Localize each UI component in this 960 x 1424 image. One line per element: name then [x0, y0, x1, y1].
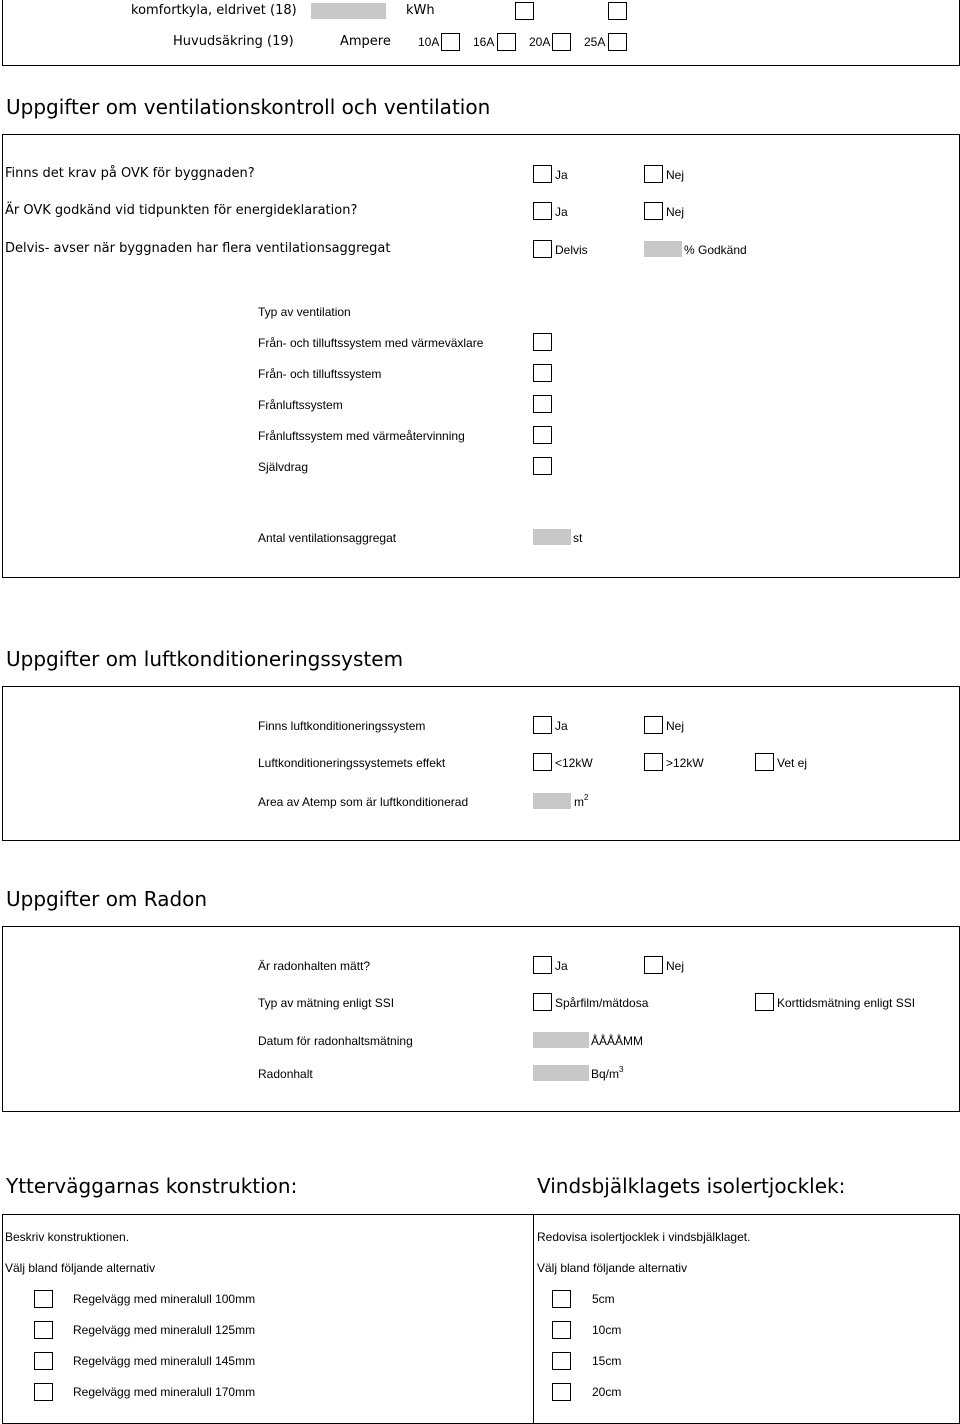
ventilation-heading: Uppgifter om ventilationskontroll och ventilation	[6, 95, 491, 119]
radon-type-film-label: Spårfilm/mätdosa	[555, 996, 649, 1010]
radon-heading: Uppgifter om Radon	[6, 887, 208, 911]
ovk-approved-yes-label: Ja	[555, 205, 568, 219]
ovk-required-yes-label: Ja	[555, 168, 568, 182]
attic-option-label: 20cm	[592, 1385, 622, 1399]
aircon-area-field[interactable]	[533, 793, 571, 809]
attic-option-checkbox[interactable]	[552, 1352, 571, 1370]
radon-type-label: Typ av mätning enligt SSI	[258, 996, 395, 1010]
radon-level-label: Radonhalt	[258, 1067, 313, 1081]
wall-option-label: Regelvägg med mineralull 145mm	[73, 1354, 256, 1368]
cooling-checkbox-1[interactable]	[515, 2, 534, 20]
attic-option-checkbox[interactable]	[552, 1383, 571, 1401]
radon-yes-label: Ja	[555, 959, 568, 973]
ventilation-type-label: Från- och tilluftssystem	[258, 367, 382, 381]
wall-option-label: Regelvägg med mineralull 170mm	[73, 1385, 256, 1399]
wall-option-label: Regelvägg med mineralull 125mm	[73, 1323, 256, 1337]
partial-question: Delvis- avser när byggnaden har flera ventilationsaggregat	[5, 241, 391, 256]
aircon-area-label: Area av Atemp som är luftkonditionerad	[258, 795, 469, 809]
aircon-heading: Uppgifter om luftkonditioneringssystem	[6, 647, 404, 671]
radon-date-field[interactable]	[533, 1032, 589, 1048]
cooling-kwh-field[interactable]	[311, 3, 386, 19]
ventilation-type-label: Frånluftssystem med värmeåtervinning	[258, 429, 465, 443]
effect-gt12-label: >12kW	[666, 756, 704, 770]
fuse-label: Huvudsäkring (19)	[173, 34, 294, 49]
ventilation-type-checkbox[interactable]	[533, 333, 552, 351]
ventilation-panel	[2, 134, 960, 578]
attic-option-label: 15cm	[592, 1354, 622, 1368]
ampere-label: Ampere	[340, 34, 391, 49]
wall-option-checkbox[interactable]	[34, 1290, 53, 1308]
ovk-required-question: Finns det krav på OVK för byggnaden?	[5, 166, 255, 181]
attic-heading: Vindsbjälklagets isolertjocklek:	[537, 1174, 846, 1198]
unit-count-label: Antal ventilationsaggregat	[258, 531, 397, 545]
radon-type-short-label: Korttidsmätning enligt SSI	[777, 996, 916, 1010]
fuse-option-16a-label: 16A	[473, 35, 495, 49]
radon-level-unit: $Bq/m^3$	[591, 1065, 624, 1081]
fuse-option-20a-label: 20A	[529, 35, 551, 49]
attic-choose-label: Välj bland följande alternativ	[537, 1261, 688, 1275]
aircon-yes-label: Ja	[555, 719, 568, 733]
effect-lt12-checkbox[interactable]	[533, 753, 552, 771]
aircon-no-checkbox[interactable]	[644, 716, 663, 734]
unit-count-field[interactable]	[533, 529, 571, 545]
radon-yes-checkbox[interactable]	[533, 956, 552, 974]
ventilation-type-checkbox[interactable]	[533, 364, 552, 382]
ventilation-type-heading: Typ av ventilation	[258, 305, 351, 319]
ventilation-type-checkbox[interactable]	[533, 457, 552, 475]
fuse-option-10a-label: 10A	[418, 35, 440, 49]
fuse-25a-checkbox[interactable]	[608, 33, 627, 51]
attic-describe-label: Redovisa isolertjocklek i vindsbjälklaget.	[537, 1230, 751, 1244]
attic-option-label: 10cm	[592, 1323, 622, 1337]
fuse-16a-checkbox[interactable]	[497, 33, 516, 51]
radon-no-checkbox[interactable]	[644, 956, 663, 974]
ventilation-type-label: Från- och tilluftssystem med värmeväxlare	[258, 336, 484, 350]
wall-option-checkbox[interactable]	[34, 1321, 53, 1339]
effect-unknown-label: Vet ej	[777, 756, 808, 770]
fuse-option-25a-label: 25A	[584, 35, 606, 49]
wall-option-label: Regelvägg med mineralull 100mm	[73, 1292, 256, 1306]
walls-heading: Ytterväggarnas konstruktion:	[6, 1174, 298, 1198]
walls-choose-label: Välj bland följande alternativ	[5, 1261, 156, 1275]
wall-option-checkbox[interactable]	[34, 1352, 53, 1370]
ovk-required-no-checkbox[interactable]	[644, 165, 663, 183]
ventilation-type-label: Frånluftssystem	[258, 398, 343, 412]
effect-gt12-checkbox[interactable]	[644, 753, 663, 771]
aircon-exists-question: Finns luftkonditioneringssystem	[258, 719, 426, 733]
attic-option-label: 5cm	[592, 1292, 615, 1306]
attic-option-checkbox[interactable]	[552, 1290, 571, 1308]
aircon-area-unit: $m^2$	[574, 793, 589, 809]
ovk-approved-no-checkbox[interactable]	[644, 202, 663, 220]
aircon-yes-checkbox[interactable]	[533, 716, 552, 734]
radon-date-label: Datum för radonhaltsmätning	[258, 1034, 413, 1048]
wall-option-checkbox[interactable]	[34, 1383, 53, 1401]
radon-panel	[2, 926, 960, 1112]
ventilation-type-checkbox[interactable]	[533, 395, 552, 413]
kwh-unit: kWh	[406, 3, 435, 18]
cooling-label: komfortkyla, eldrivet (18)	[131, 3, 297, 18]
unit-count-unit: st	[573, 531, 583, 545]
ventilation-type-label: Självdrag	[258, 460, 309, 474]
aircon-no-label: Nej	[666, 719, 685, 733]
radon-level-field[interactable]	[533, 1065, 589, 1081]
ovk-required-no-label: Nej	[666, 168, 685, 182]
radon-type-film-checkbox[interactable]	[533, 993, 552, 1011]
attic-option-checkbox[interactable]	[552, 1321, 571, 1339]
ventilation-type-checkbox[interactable]	[533, 426, 552, 444]
partial-label: Delvis	[555, 243, 588, 257]
radon-type-short-checkbox[interactable]	[755, 993, 774, 1011]
aircon-panel	[2, 686, 960, 841]
radon-measured-question: Är radonhalten mätt?	[258, 959, 371, 973]
partial-checkbox[interactable]	[533, 240, 552, 258]
fuse-20a-checkbox[interactable]	[552, 33, 571, 51]
effect-unknown-checkbox[interactable]	[755, 753, 774, 771]
ovk-approved-question: Är OVK godkänd vid tidpunkten för energideklaration?	[5, 203, 358, 218]
percent-approved-field[interactable]	[644, 241, 682, 257]
effect-lt12-label: <12kW	[555, 756, 593, 770]
ovk-approved-no-label: Nej	[666, 205, 685, 219]
cooling-checkbox-2[interactable]	[608, 2, 627, 20]
walls-describe-label: Beskriv konstruktionen.	[5, 1230, 130, 1244]
aircon-effect-label: Luftkonditioneringssystemets effekt	[258, 756, 446, 770]
radon-date-format: ÅÅÅÅMM	[591, 1034, 644, 1048]
ovk-approved-yes-checkbox[interactable]	[533, 202, 552, 220]
fuse-10a-checkbox[interactable]	[441, 33, 460, 51]
percent-approved-label: % Godkänd	[684, 243, 747, 257]
radon-no-label: Nej	[666, 959, 685, 973]
ovk-required-yes-checkbox[interactable]	[533, 165, 552, 183]
